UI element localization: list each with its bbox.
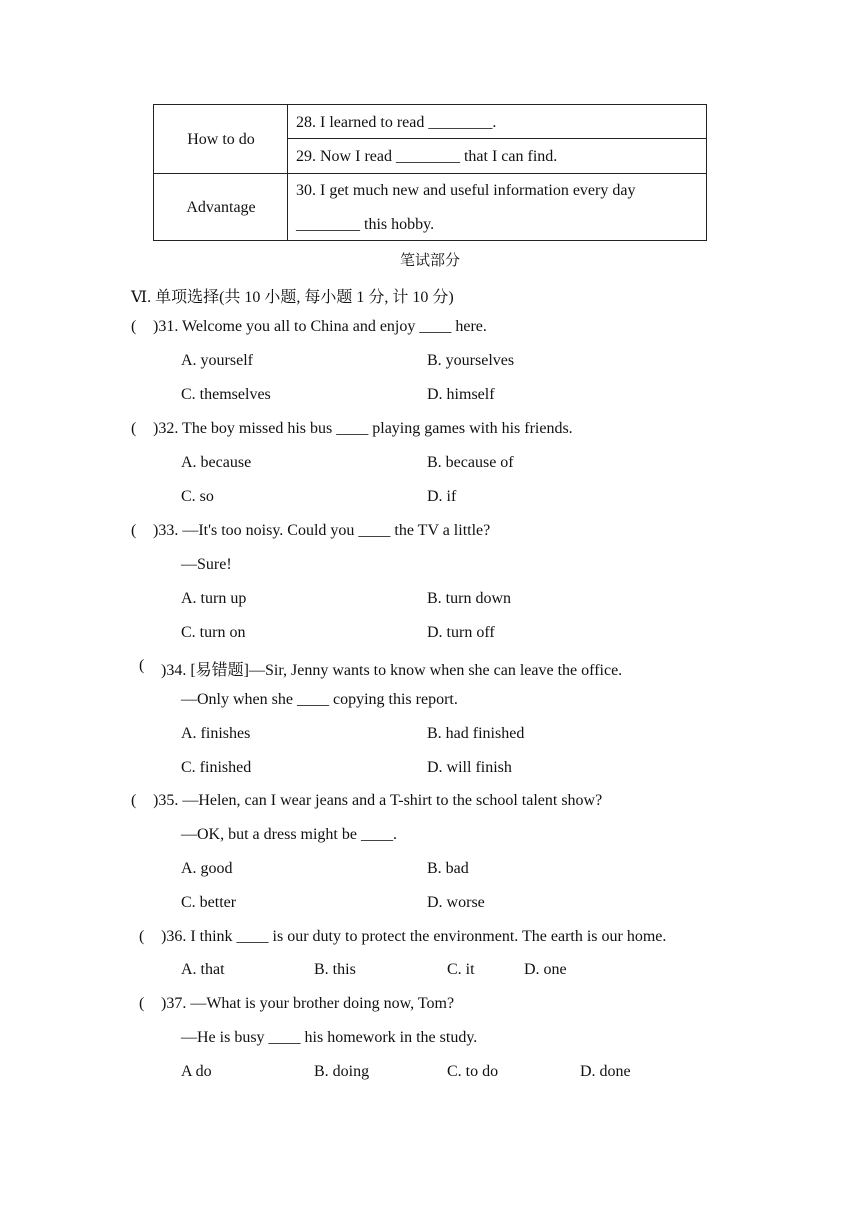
option: B. turn down — [427, 590, 511, 607]
option: A. good — [181, 860, 233, 877]
option: B. bad — [427, 860, 469, 877]
option: D. turn off — [427, 624, 495, 641]
table-row-label: How to do — [187, 131, 255, 148]
table-divider — [288, 138, 706, 139]
option: C. to do — [447, 1063, 499, 1080]
option: A. yourself — [181, 352, 253, 369]
option: D. worse — [427, 894, 485, 911]
section-title: 笔试部分 — [399, 251, 460, 269]
option: B. had finished — [427, 725, 525, 742]
option: D. if — [427, 488, 457, 505]
question-stem: )31. Welcome you all to China and enjoy ____ here. — [153, 318, 487, 335]
answer-paren: ( — [131, 318, 137, 335]
option: B. doing — [314, 1063, 370, 1080]
table-cell: 30. I get much new and useful information every day — [296, 182, 636, 199]
option: B. yourselves — [427, 352, 515, 369]
option: D. one — [524, 961, 567, 978]
answer-paren: ( — [131, 522, 137, 539]
answer-paren: ( — [139, 995, 145, 1012]
option: A. turn up — [181, 590, 247, 607]
option: C. better — [181, 894, 237, 911]
option: D. done — [580, 1063, 631, 1080]
part-heading: Ⅵ. 单项选择(共 10 小题, 每小题 1 分, 计 10 分) — [131, 289, 454, 306]
option: D. will finish — [427, 759, 512, 776]
question-stem: )34. [易错题]—Sir, Jenny wants to know when she can leave the office. — [161, 662, 623, 679]
answer-paren: ( — [139, 928, 145, 945]
question-stem: )37. —What is your brother doing now, Tom? — [161, 995, 455, 1012]
table-divider — [154, 173, 706, 174]
question-stem: )36. I think ____ is our duty to protect the environment. The earth is our home. — [161, 928, 667, 945]
option: A. because — [181, 454, 252, 471]
option: A. that — [181, 961, 225, 978]
option: C. finished — [181, 759, 252, 776]
table-cell: 28. I learned to read ________. — [296, 114, 497, 131]
question-stem: )35. —Helen, can I wear jeans and a T-shirt to the school talent show? — [153, 792, 603, 809]
info-table — [153, 104, 707, 241]
table-cell: ________ this hobby. — [296, 216, 435, 233]
option: C. so — [181, 488, 214, 505]
answer-paren: ( — [139, 657, 145, 674]
question-reply: —OK, but a dress might be ____. — [181, 826, 397, 843]
option: A. finishes — [181, 725, 251, 742]
option: B. because of — [427, 454, 514, 471]
option: C. themselves — [181, 386, 271, 403]
answer-paren: ( — [131, 420, 137, 437]
option: C. it — [447, 961, 475, 978]
question-reply: —Sure! — [181, 556, 232, 573]
question-stem: )32. The boy missed his bus ____ playing games with his friends. — [153, 420, 573, 437]
option: B. this — [314, 961, 356, 978]
option: C. turn on — [181, 624, 246, 641]
table-cell: 29. Now I read ________ that I can find. — [296, 148, 558, 165]
option: A do — [181, 1063, 212, 1080]
question-reply: —He is busy ____ his homework in the study. — [181, 1029, 478, 1046]
table-row-label: Advantage — [186, 199, 256, 216]
option: D. himself — [427, 386, 495, 403]
question-stem: )33. —It's too noisy. Could you ____ the TV a little? — [153, 522, 491, 539]
answer-paren: ( — [131, 792, 137, 809]
question-reply: —Only when she ____ copying this report. — [181, 691, 458, 708]
